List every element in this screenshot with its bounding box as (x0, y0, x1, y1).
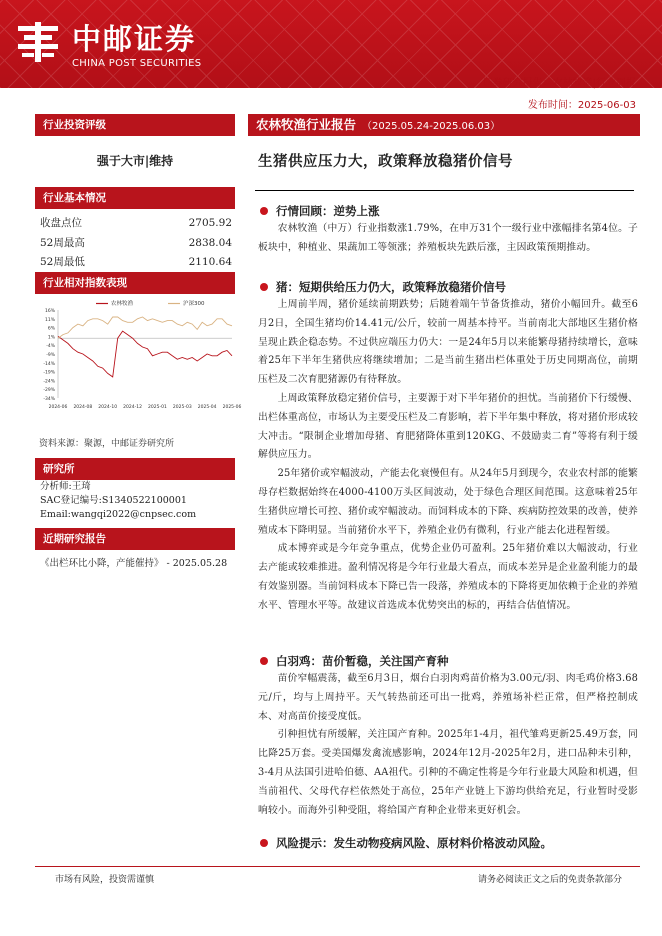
x-tick-label: 2025-03 (172, 405, 192, 410)
stats-row (40, 214, 232, 234)
paragraph: 上周政策释放稳定猪价信号，主要源于对下半年猪价的担忧。当前猪价下行缓慢、出栏体重高位，市场认为主要受压栏及二育影响，若下半年集中释放，将对猪价形成较大冲击。“限制企业增加母猪、育肥猪降体重到120KG、不鼓励卖二育”等将有利于缓解供应压力。 (258, 392, 638, 461)
report-tag (248, 114, 640, 136)
stats-heading: 行业基本情况 (35, 187, 235, 209)
series-line-1 (58, 317, 232, 338)
y-tick-label: -29% (43, 388, 55, 394)
section-broiler (258, 652, 638, 820)
y-tick-label: 1% (47, 335, 55, 341)
rating-heading: 行业投资评级 (35, 114, 235, 136)
y-tick-label: 16% (44, 309, 55, 314)
company-name-cn: 中邮证券 (72, 22, 197, 56)
section-pig (258, 278, 638, 616)
section-market-review (258, 202, 638, 258)
section-title: 行情回顾：逆势上涨 (258, 202, 638, 220)
bullet-icon (260, 207, 268, 215)
paragraph: 农林牧渔（中万）行业指数涨1.79%，在申万31个一级行业中涨幅排名第4位。子板块中，种植业、果蔬加工等领涨；养殖板块先跌后涨，主因政策预期推动。 (258, 223, 638, 253)
stats-row (40, 253, 232, 273)
section-risk (258, 834, 638, 852)
y-tick-label: -4% (46, 344, 55, 350)
y-tick-label: -24% (43, 379, 55, 385)
bullet-icon (260, 283, 268, 291)
sac-number: SAC登记编号:S1340522100001 (40, 495, 187, 506)
researcher-heading: 研究所 (35, 458, 235, 480)
recent-heading: 近期研究报告 (35, 528, 235, 550)
x-tick-label: 2024-10 (98, 405, 118, 410)
stats-label: 52周最高 (40, 236, 85, 249)
x-tick-label: 2024-12 (123, 405, 142, 410)
stats-value: 2110.64 (188, 256, 232, 268)
stats-value: 2705.92 (188, 217, 232, 229)
stats-label: 收盘点位 (40, 217, 82, 229)
x-tick-label: 2024-06 (48, 405, 68, 410)
relative-index-chart (36, 298, 242, 426)
publish-time: 发布时间：2025-06-03 (527, 100, 636, 111)
section-title: 白羽鸡：苗价暂稳，关注国产育种 (258, 652, 638, 670)
footer-notice: 请务必阅读正文之后的免责条款部分 (477, 875, 622, 885)
footer-disclaimer: 市场有风险，投资需谨慎 (55, 875, 155, 885)
paragraph: 引种担忧有所缓解，关注国产育种。2025年1-4月，祖代雏鸡更新25.49万套，同比降25万套。受美国爆发禽流感影响，2024年12月-2025年2月，进口品种未引种，3-4月从法国引进哈伯德、AA祖代。引种的不确定性将是今年行业最大风险和机遇，但当前祖代、父母代存栏依然处于高位，25年产业链上下游均供给充足，行业暂时受影响较小。而海外引种受阻，将给国产育种企业带来更好机会。 (258, 729, 638, 816)
chart-source: 资料来源：聚源，中邮证券研究所 (39, 439, 175, 449)
y-tick-label: 6% (47, 326, 55, 332)
paragraph: 上周前半周，猪价延续前期跌势；后随着端午节备货推动，猪价小幅回升。截至6月2日，全国生猪均价14.41元/公斤，较前一周基本持平。当前南北大部地区生猪价格呈现止跌企稳态势。不过供应端压力仍大：一是24年5月以来能繁母猪持续增长，意味着25年下半年生猪供应将继续增加；二是当前生猪出栏体重处于历史同期高位，前期压栏及二次育肥猪源仍有待释放。 (258, 299, 638, 386)
page-title: 生猪供应压力大，政策释放稳猪价信号 (258, 153, 513, 170)
y-tick-label: -19% (43, 370, 55, 376)
x-tick-label: 2025-01 (148, 405, 167, 410)
chart-heading: 行业相对指数表现 (35, 272, 235, 294)
bullet-icon (260, 839, 268, 847)
y-tick-label: -14% (43, 361, 55, 367)
analyst-name: 分析师:王琦 (40, 481, 91, 492)
chart-svg (36, 298, 242, 426)
x-tick-label: 2025-04 (197, 405, 217, 410)
doc-type: 证券研究报告：农林牧渔|行业周报 (482, 78, 636, 89)
researcher-info (40, 480, 196, 522)
paragraph: 25年猪价或窄幅波动，产能去化衰慢但有。从24年5月到现今，农业农村部的能繁母存栏数据始终在4000-4100万头区间波动，处于绿色合理区间范围。这意味着25年生猪供应增长可控、猪价或窄幅波动。而饲料成本的下降、疾病防控效果的改善，使养殖成本下降明显。当前猪价水平下，养殖企业仍有微利，行业产能去化进程暂缓。 (258, 468, 638, 536)
x-tick-label: 2024-08 (73, 405, 93, 410)
analyst-email: Email:wangqi2022@cnpsec.com (40, 509, 197, 520)
report-tag-title: 农林牧渔行业报告 (256, 117, 357, 132)
y-tick-label: 11% (44, 317, 55, 323)
section-title: 猪：短期供给压力仍大，政策释放稳猪价信号 (258, 278, 638, 296)
legend-label: 农林牧渔 (111, 301, 134, 307)
china-post-logo-icon (14, 18, 62, 66)
y-tick-label: -9% (46, 353, 55, 358)
recent-report-link[interactable]: 《出栏环比小降，产能催持》 - 2025.05.28 (40, 558, 228, 569)
stats-value: 2838.04 (188, 236, 232, 249)
title-divider (255, 190, 634, 191)
x-tick-label: 2025-06 (222, 405, 242, 410)
y-tick-label: -34% (43, 397, 55, 402)
report-date-range: （2025.05.24-2025.06.03） (362, 121, 501, 132)
legend-label: 沪深300 (183, 301, 205, 307)
stats-row (40, 234, 232, 254)
section-title: 风险提示：发生动物疫病风险、原材料价格波动风险。 (258, 834, 638, 852)
stats-label: 52周最低 (40, 256, 85, 268)
paragraph: 苗价窄幅震荡，截至6月3日，烟台白羽肉鸡苗价格为3.00元/羽、肉毛鸡价格3.68元/斤，均与上周持平。天气转热前还可出一批鸡，养殖场补栏正常，但严格控制成本、对高苗价接受度低。 (258, 673, 638, 722)
industry-rating: 强于大市|维持 (96, 154, 174, 168)
paragraph: 成本博弈或是今年竞争重点，优势企业仍可盈利。25年猪价难以大幅波动，行业去产能或较难推进。盈利情况将是今年行业最大看点，而成本差异是企业盈利能力的最有效鉴别器。当前饲料成本下降已告一段落，养殖成本的下降将更加依赖于企业的养殖水平、管理水平等。故建议首选成本优势突出的标的，再结合估值情况。 (258, 543, 638, 611)
footer-divider (35, 866, 640, 867)
stats-table (40, 214, 232, 273)
company-name-en: CHINA POST SECURITIES (72, 58, 202, 69)
bullet-icon (260, 657, 268, 665)
